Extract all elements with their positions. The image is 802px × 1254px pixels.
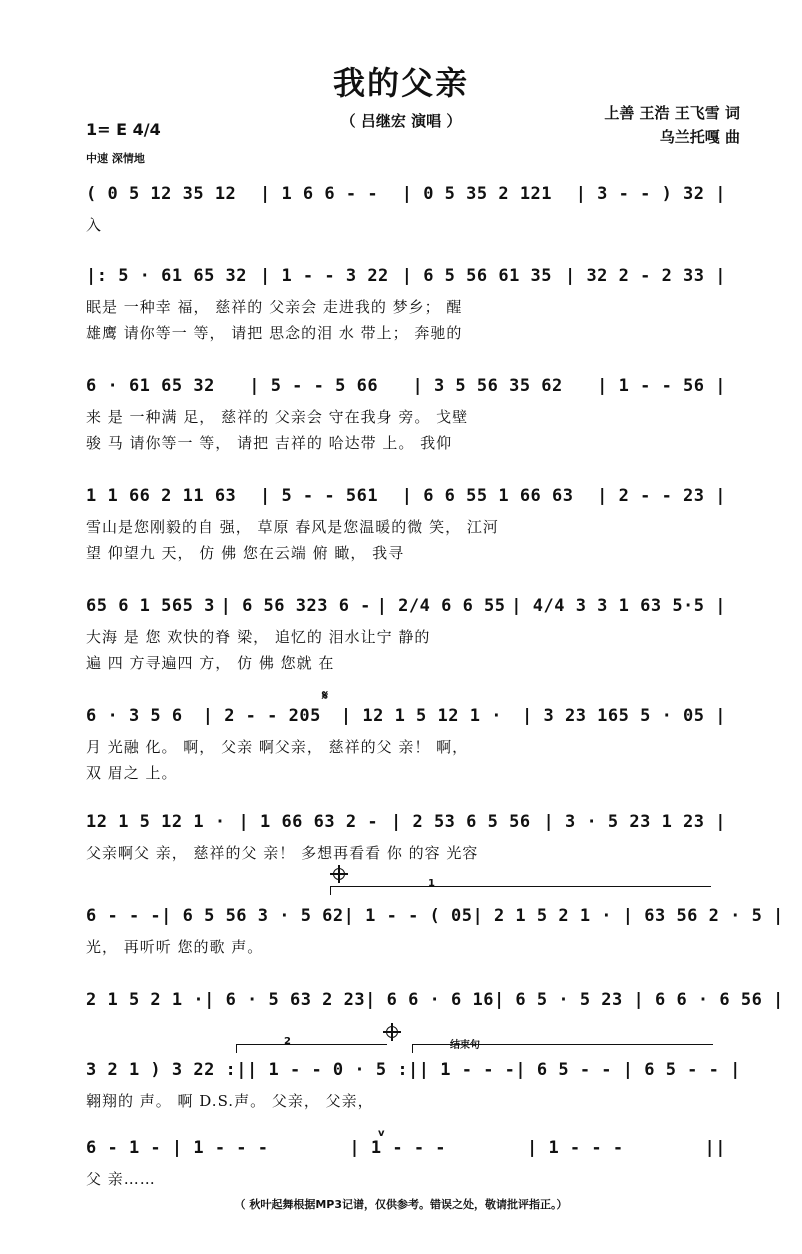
lyric-line: 光， 再听听 您的歌 声。 [86,938,264,956]
measure-group: | 1 - - 56 | [597,376,726,396]
measure-group: | 1 - - - [418,1060,516,1080]
first-ending-bracket [330,886,711,895]
lyric-line: 翱翔的 声。 啊 D.S.声。 父亲， 父亲， [86,1092,374,1110]
notation-line-2 [86,262,726,290]
notation-line-8 [86,902,784,930]
measure-group: 3 2 1 ) 3 22 :| [86,1060,248,1080]
measure-group: | 3 · 5 23 1 23 | [543,812,726,832]
ending-phrase-label: 结束句 [450,1040,480,1051]
second-ending-label: 2 [284,1036,291,1047]
singer-credit: （ 吕继宏 演唱 ） [340,112,462,130]
notation-line-10 [86,1056,741,1084]
song-title: 我的父亲 [332,64,469,102]
measure-group: | 1 6 6 - - [259,184,379,204]
lyric-line: 月 光融 化。 啊， 父亲 啊父亲， 慈祥的父 亲！ 啊， [86,738,469,756]
measure-group: | 1 - - 0 · 5 :| [247,1060,419,1080]
lyric-line: 来 是 一种满 足， 慈祥的 父亲会 守在我身 旁。 戈壁 [86,408,469,426]
lyric-line: 眠是 一种幸 福， 慈祥的 父亲会 走进我的 梦乡； 醒 [86,298,463,316]
second-ending-bracket [236,1044,387,1053]
measure-group: | 2/4 6 6 55 [376,596,506,616]
measure-group: 2 1 5 2 1 · [86,990,205,1010]
lyric-line: 父亲啊父 亲， 慈祥的父 亲！ 多想再看看 你 的容 光容 [86,844,479,862]
notation-line-9 [86,986,784,1014]
notation-line-6 [86,702,726,730]
measure-group: | 6 6 · 6 16 [365,990,494,1010]
notation-line-1 [86,180,726,208]
coda-mark-1 [333,868,345,880]
lyric-line: 雪山是您刚毅的自 强， 草原 春风是您温暖的微 笑， 江河 [86,518,499,536]
measure-group: 6 · 3 5 6 [86,706,183,726]
measure-group: ( 0 5 12 35 12 [86,184,237,204]
measure-group: | 6 5 - - | 6 5 - - | [515,1060,741,1080]
measure-group: | 5 - - 5 66 [249,376,379,396]
measure-group: | 1 - - ( 05 [343,906,473,926]
measure-group: | 12 1 5 12 1 · [340,706,502,726]
measure-group: | 1 - - 3 22 [259,266,389,286]
lyric-line: 父 亲…… [86,1170,156,1188]
notation-line-3 [86,372,726,400]
measure-group: | 6 5 · 5 23 | 6 6 · 6 56 | [493,990,784,1010]
lyricist-credit: 上善 王浩 王飞雪 词 [604,104,740,122]
measure-group: | 5 - - 561 [259,486,379,506]
measure-group: | 2 53 6 5 56 [391,812,531,832]
measure-group: 6 · 61 65 32 [86,376,215,396]
composer-credit: 乌兰托嘎 曲 [659,128,740,146]
footer-note: （ 秋叶起舞根据MP3记谱，仅供参考。错误之处，敬请批评指正。） [234,1198,568,1211]
measure-group: 1 1 66 2 11 63 [86,486,237,506]
measure-group: | 6 6 55 1 66 63 [401,486,574,506]
measure-group: | 3 - - ) 32 | [575,184,726,204]
measure-group: | 4/4 3 3 1 63 5·5 | [511,596,726,616]
measure-group: | 2 - - 205 [202,706,321,726]
lyric-line: 遍 四 方寻遍四 方， 仿 佛 您就 在 [86,654,335,672]
lyric-line: 入 [86,216,103,234]
measure-group: | 6 · 5 63 2 23 [204,990,366,1010]
measure-group: | 3 5 56 35 62 [412,376,563,396]
notation-line-5 [86,592,726,620]
measure-group: | 2 - - 23 | [597,486,726,506]
lyric-line: 双 眉之 上。 [86,764,178,782]
measure-group: | 0 5 35 2 121 [401,184,553,204]
segno-mark: 𝄋 [322,688,329,704]
first-ending-label: 1 [428,878,435,889]
lyric-line: 望 仰望九 天， 仿 佛 您在云端 俯 瞰， 我寻 [86,544,405,562]
measure-group: 6 - - - [86,906,162,926]
measure-group: | 6 56 323 6 - [220,596,371,616]
breath-mark: v [378,1128,385,1139]
tempo-marking: 中速 深情地 [86,152,145,165]
notation-line-7 [86,808,726,836]
measure-group: | 1 - - - [349,1138,447,1158]
measure-group: | 3 23 165 5 · 05 | [522,706,726,726]
lyric-line: 骏 马 请你等一 等， 请把 吉祥的 哈达带 上。 我仰 [86,434,453,452]
measure-group: | 2 1 5 2 1 · | 63 56 2 · 5 | [472,906,784,926]
measure-group: 65 6 1 565 3 [86,596,215,616]
lyric-line: 大海 是 您 欢快的脊 梁， 追忆的 泪水让宁 静的 [86,628,431,646]
notation-line-4 [86,482,726,510]
measure-group: | 6 5 56 3 · 5 62 [161,906,344,926]
measure-group: 6 - 1 - | 1 - - - [86,1138,269,1158]
measure-group: | 1 - - - [526,1138,624,1158]
coda-mark-2 [386,1026,398,1038]
measure-group: | 1 66 63 2 - [238,812,379,832]
measure-group: | 32 2 - 2 33 | [564,266,726,286]
measure-group: |: 5 · 61 65 32 [86,266,248,286]
measure-group: || [704,1138,726,1158]
key-signature: 1= E 4/4 [86,120,161,139]
notation-line-11 [86,1134,726,1162]
measure-group: | 6 5 56 61 35 [401,266,553,286]
lyric-line: 雄鹰 请你等一 等， 请把 思念的泪 水 带上； 奔驰的 [86,324,463,342]
measure-group: 12 1 5 12 1 · [86,812,226,832]
